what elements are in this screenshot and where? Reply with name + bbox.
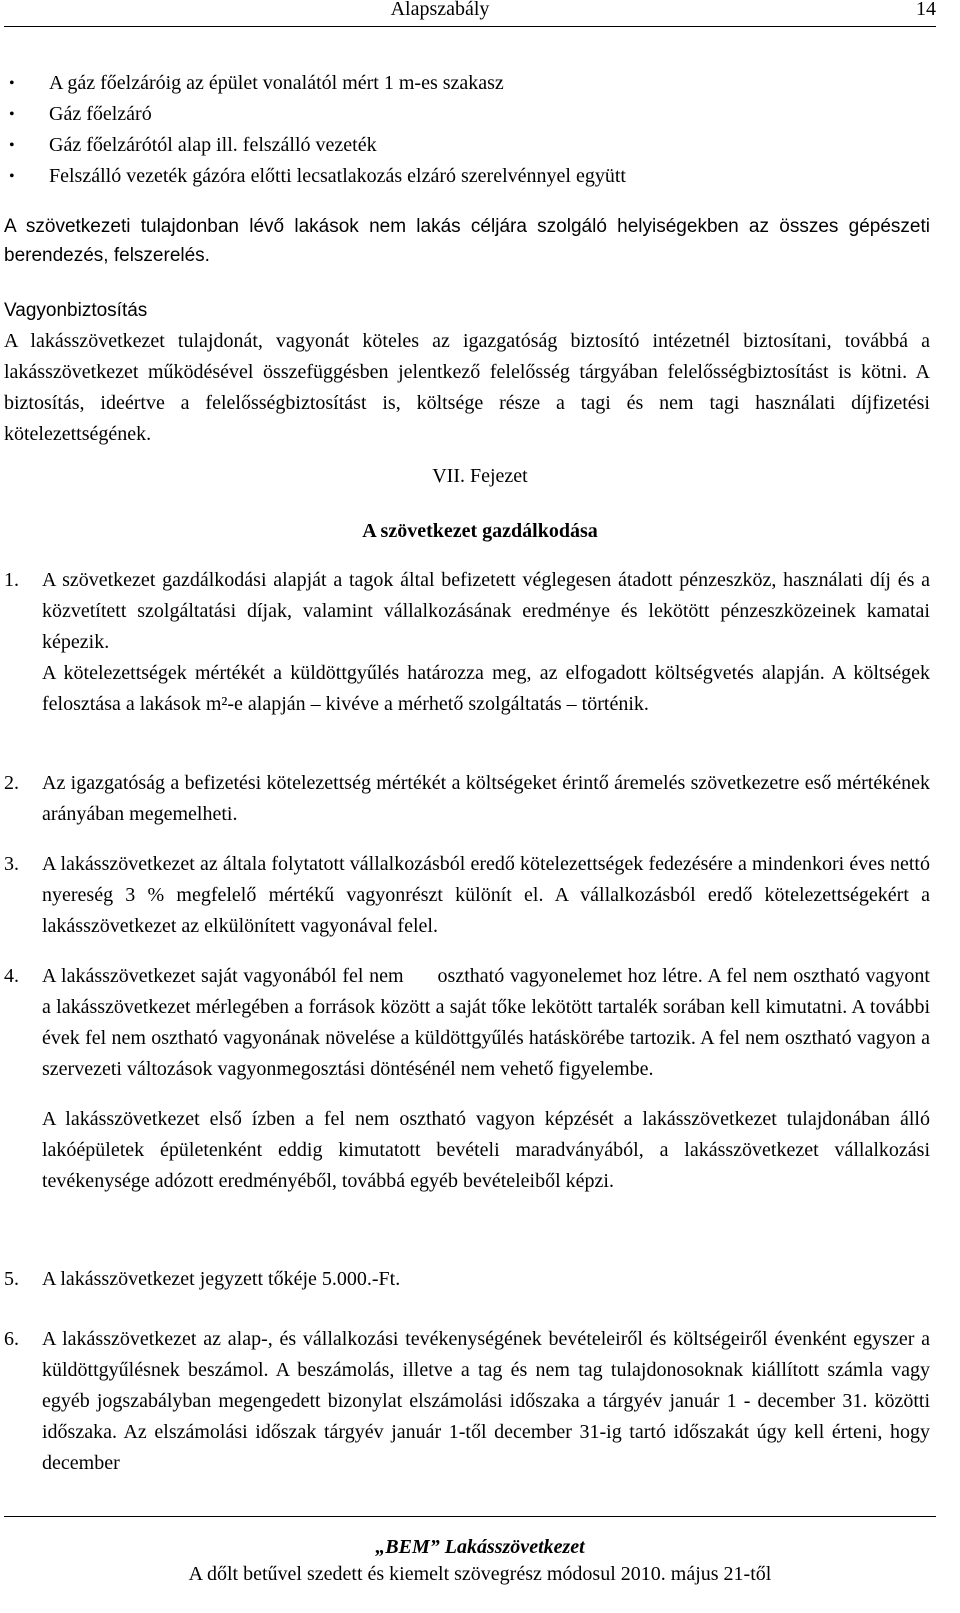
list-item: 5. A lakásszövetkezet jegyzett tőkéje 5.000.-Ft. [4, 1264, 930, 1295]
list-item: 4. A lakásszövetkezet saját vagyonából fel nem osztható vagyonelemet hoz létre. A fel nem osztható vagyont a lakásszövetkezet mérlegében a források között a saját tőke lekötött tartalék sorában kell kimutatni. A további évek fel nem osztható vagyonának növelése a küldöttgyűlés hatáskörébe tartozik. A fel nem osztható vagyon a szervezeti változások vagyonmegosztási döntésénél nem vehető figyelembe. A lakásszövetkezet első ízben a fel nem osztható vagyon képzését a lakásszövetkezet tulajdonában álló lakóépületek épületenként eddig kimutatott bevételi maradványából, a lakásszövetkezet vállalkozási tevékenysége adózott eredményéből, továbbá egyéb bevételeiből képzi. [4, 961, 930, 1197]
list-item: 3. A lakásszövetkezet az általa folytatott vállalkozásból eredő kötelezettségek fedezésére a mindenkori éves nettó nyereség 3 % megfelelő mértékű vagyonrészt különít el. A vállalkozásból eredő kötelezettségekért a lakásszövetkezet az elkülönített vagyonával felel. [4, 849, 930, 942]
insurance-heading: Vagyonbiztosítás [4, 300, 148, 321]
footer-note: A dőlt betűvel szedett és kiemelt szövegrész módosul 2010. május 21-től [188, 1563, 772, 1585]
header-title: Alapszabály [390, 0, 490, 20]
bullet-item: • A gáz főelzáróig az épület vonalától mért 1 m-es szakasz [4, 68, 924, 99]
equipment-paragraph: A szövetkezeti tulajdonban lévő lakások nem lakás céljára szolgáló helyiségekben az összes gépészeti berendezés, felszerelés. [4, 216, 930, 266]
footer-divider [4, 1516, 936, 1517]
bullet-icon: • [9, 168, 15, 185]
list-item: 2. Az igazgatóság a befizetési kötelezettség mértékét a költségeket érintő áremelés szövetkezetre eső mértékének arányában megemelheti. [4, 768, 930, 830]
item-number: 6. [4, 1328, 19, 1350]
bullet-item: • Gáz főelzáró [4, 99, 924, 130]
bullet-icon: • [9, 106, 15, 123]
chapter-title: A szövetkezet gazdálkodása [362, 520, 598, 542]
list-item: 6. A lakásszövetkezet az alap-, és vállalkozási tevékenységének bevételeiről és költségeiről évenként egyszer a küldöttgyűlésnek beszámol. A beszámolás, illetve a tag és nem tag tulajdonosoknak kiállított számla vagy egyéb jogszabályban megengedett bizonylat elszámolási időszaka a tárgyév január 1 - december 31. közötti időszaka. Az elszámolási időszak tárgyév január 1-től december 31-ig tartó időszakát úgy kell érteni, hogy december [4, 1324, 930, 1479]
bullet-icon: • [9, 75, 15, 92]
page-header [4, 0, 936, 27]
item-number: 4. [4, 965, 19, 987]
insurance-text: A lakásszövetkezet tulajdonát, vagyonát köteles az igazgatóság biztosító intézetnél biztosítani, továbbá a lakásszövetkezet működésével összefüggésben jelentkező felelősség tárgyában felelősségbiztosítást is kötni. A biztosítás, ideértve a felelősségbiztosítást is, költsége része a tagi és nem tagi használati díjfizetési kötelezettségének. [4, 330, 930, 445]
bullet-item: • Felszálló vezeték gázóra előtti lecsatlakozás elzáró szerelvénnyel együtt [4, 161, 924, 192]
bullet-item: • Gáz főelzárótól alap ill. felszálló vezeték [4, 130, 924, 161]
item-number: 2. [4, 772, 19, 794]
page-number: 14 [916, 0, 936, 20]
chapter-number: VII. Fejezet [432, 465, 528, 487]
bullet-list [4, 68, 924, 192]
list-item: 1. A szövetkezet gazdálkodási alapját a tagok által befizetett véglegesen átadott pénzeszköz, használati díj és a közvetített szolgáltatási díjak, valamint vállalkozásának eredménye és lekötött pénzeszközeinek kamatai képezik. A kötelezettségek mértékét a küldöttgyűlés határozza meg, az elfogadott költségvetés alapján. A költségek felosztása a lakások m²-e alapján – kivéve a mérhető szolgáltatás – történik. [4, 565, 930, 720]
item-number: 5. [4, 1268, 19, 1290]
bullet-icon: • [9, 137, 15, 154]
item-number: 3. [4, 853, 19, 875]
item-number: 1. [4, 569, 19, 591]
footer-organization: „BEM” Lakásszövetkezet [375, 1536, 585, 1558]
insurance-section [4, 295, 930, 450]
